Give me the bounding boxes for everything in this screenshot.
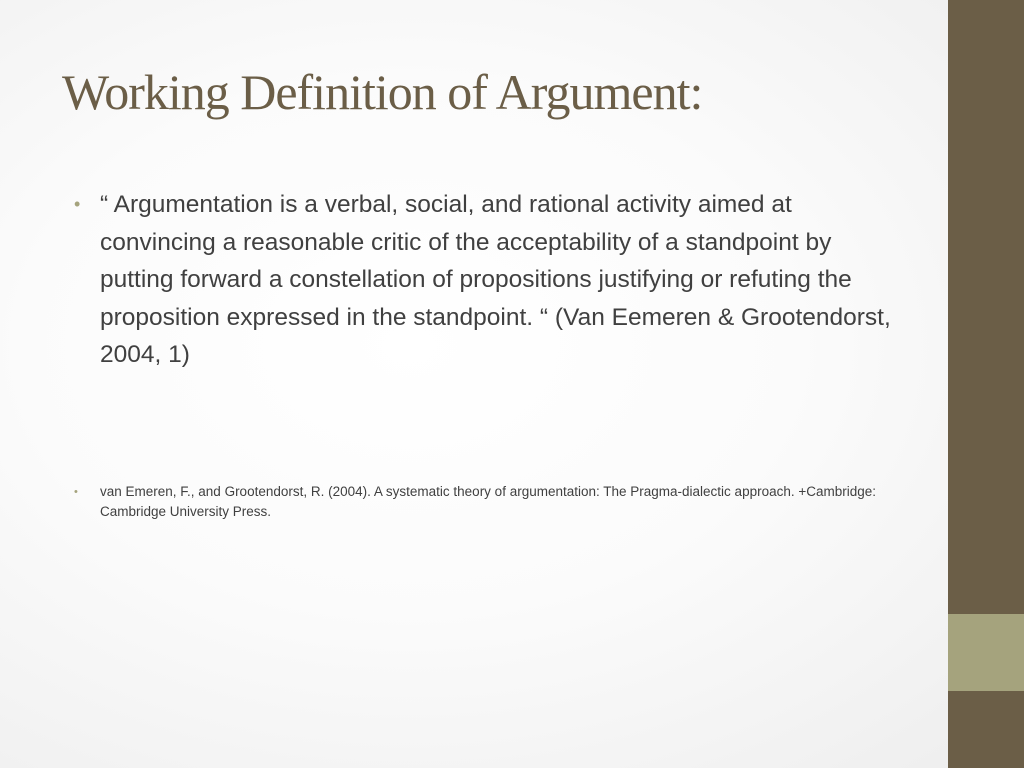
slide-title: Working Definition of Argument: [62,64,703,120]
decorative-sidebar-accent [948,614,1024,691]
reference-citation: van Emeren, F., and Grootendorst, R. (2004). A systematic theory of argumentation: The Pragma-dialectic approach. +Cambridge: Cambridge University Press. [100,483,877,519]
slide-content [72,186,902,522]
bullet-item-definition [72,186,902,374]
bullet-item-reference [72,482,902,522]
bullet-icon: • [74,485,78,498]
bullet-icon: • [74,194,81,214]
definition-quote: “ Argumentation is a verbal, social, and rational activity aimed at convincing a reasonable critic of the acceptability of a standpoint by putting forward a constellation of propositions justifying or refuting the proposition expressed in the standpoint. “ (Van Eemeren & Grootendorst, 2004, 1) [100,191,891,368]
